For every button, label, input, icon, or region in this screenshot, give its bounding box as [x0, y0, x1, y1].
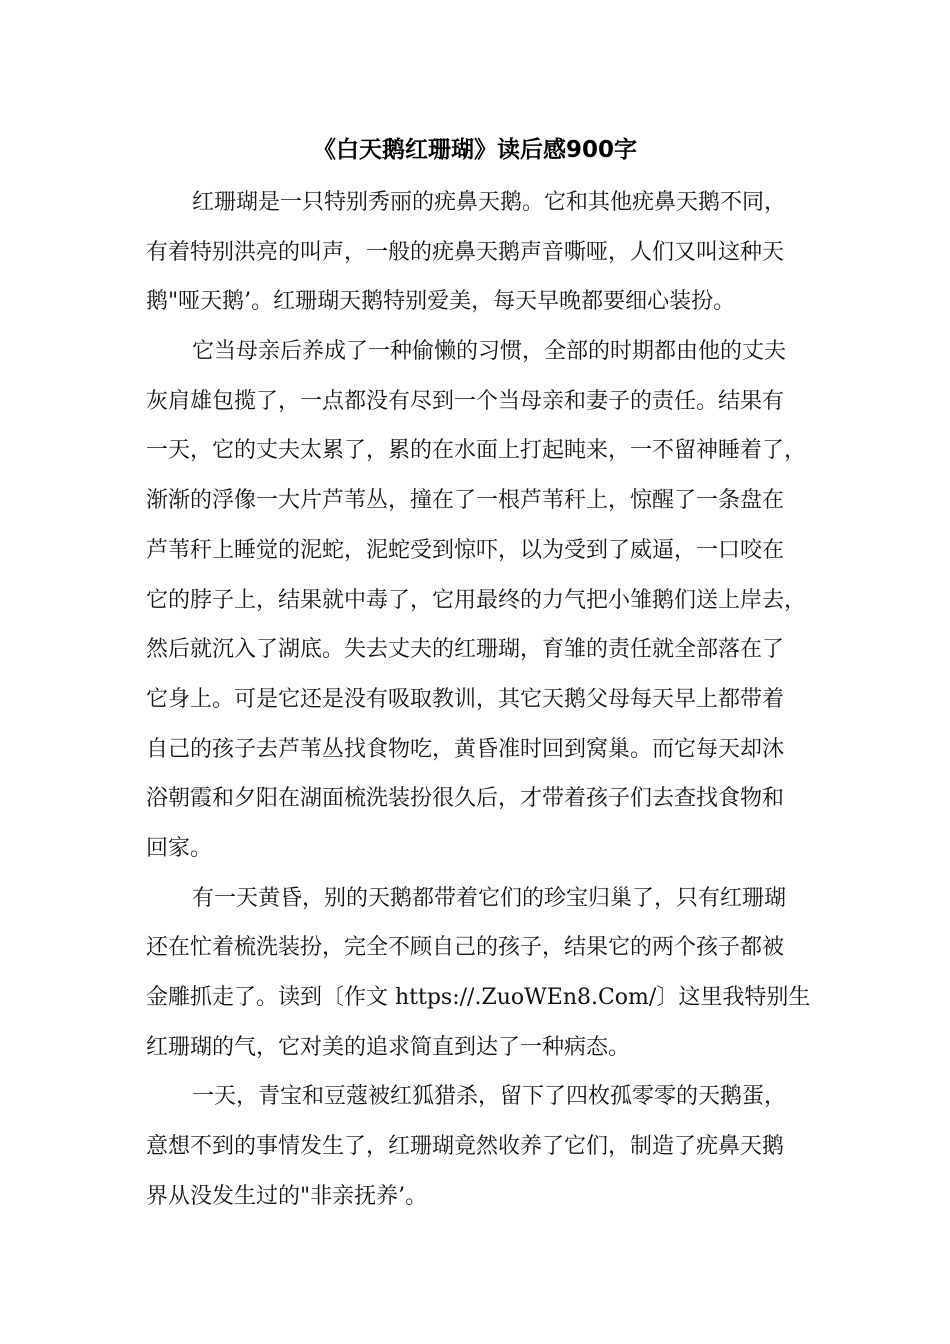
text-line: 一天，它的丈夫太累了，累的在水面上打起盹来，一不留神睡着了， [146, 438, 807, 464]
text-line: 意想不到的事情发生了，红珊瑚竟然收养了它们，制造了疣鼻天鹅 [146, 1134, 785, 1160]
text-line: 它的脖子上，结果就中毒了，它用最终的力气把小雏鹅们送上岸去， [146, 587, 807, 613]
paragraph-2 [146, 327, 822, 874]
paragraph-4 [146, 1072, 822, 1221]
text-line: 红珊瑚的气，它对美的追求简直到达了一种病态。 [146, 1034, 631, 1060]
text-line: 灰肩雄包揽了，一点都没有尽到一个当母亲和妻子的责任。结果有 [146, 388, 785, 414]
text-line: 金雕抓走了。读到〔作文 https://.ZuoWEn8.Com/〕这里我特别生 [146, 985, 811, 1010]
paragraph-1 [146, 178, 822, 327]
text-line: 浴朝霞和夕阳在湖面梳洗装扮很久后，才带着孩子们去查找食物和 [146, 786, 785, 812]
text-line: 一天，青宝和豆蔻被红狐猎杀，留下了四枚孤零零的天鹅蛋， [192, 1084, 787, 1110]
text-line: 鹅"哑天鹅’。红珊瑚天鹅特别爱美，每天早晚都要细心装扮。 [146, 289, 736, 315]
text-line: 有一天黄昏，别的天鹅都带着它们的珍宝归巢了，只有红珊瑚 [192, 885, 787, 911]
document-body [146, 178, 822, 1221]
text-line: 渐渐的浮像一大片芦苇丛，撞在了一根芦苇秆上，惊醒了一条盘在 [146, 488, 785, 514]
paragraph-3 [146, 874, 822, 1073]
text-line: 有着特别洪亮的叫声，一般的疣鼻天鹅声音嘶哑，人们又叫这种天 [146, 239, 785, 265]
text-line: 界从没发生过的"非亲抚养’。 [146, 1183, 428, 1209]
document-title: 《白天鹅红珊瑚》读后感900字 [312, 137, 637, 163]
text-line: 芦苇秆上睡觉的泥蛇，泥蛇受到惊吓，以为受到了威逼，一口咬在 [146, 537, 785, 563]
text-line: 红珊瑚是一只特别秀丽的疣鼻天鹅。它和其他疣鼻天鹅不同， [192, 190, 787, 215]
text-line: 自己的孩子去芦苇丛找食物吃，黄昏准时回到窝巢。而它每天却沐 [146, 736, 785, 762]
text-line: 还在忙着梳洗装扮，完全不顾自己的孩子，结果它的两个孩子都被 [146, 935, 785, 961]
text-line: 它当母亲后养成了一种偷懒的习惯，全部的时期都由他的丈夫 [192, 339, 787, 365]
text-line: 它身上。可是它还是没有吸取教训，其它天鹅父母每天早上都带着 [146, 686, 785, 712]
text-line: 回家。 [146, 835, 213, 861]
text-line: 然后就沉入了湖底。失去丈夫的红珊瑚，育雏的责任就全部落在了 [146, 637, 785, 663]
